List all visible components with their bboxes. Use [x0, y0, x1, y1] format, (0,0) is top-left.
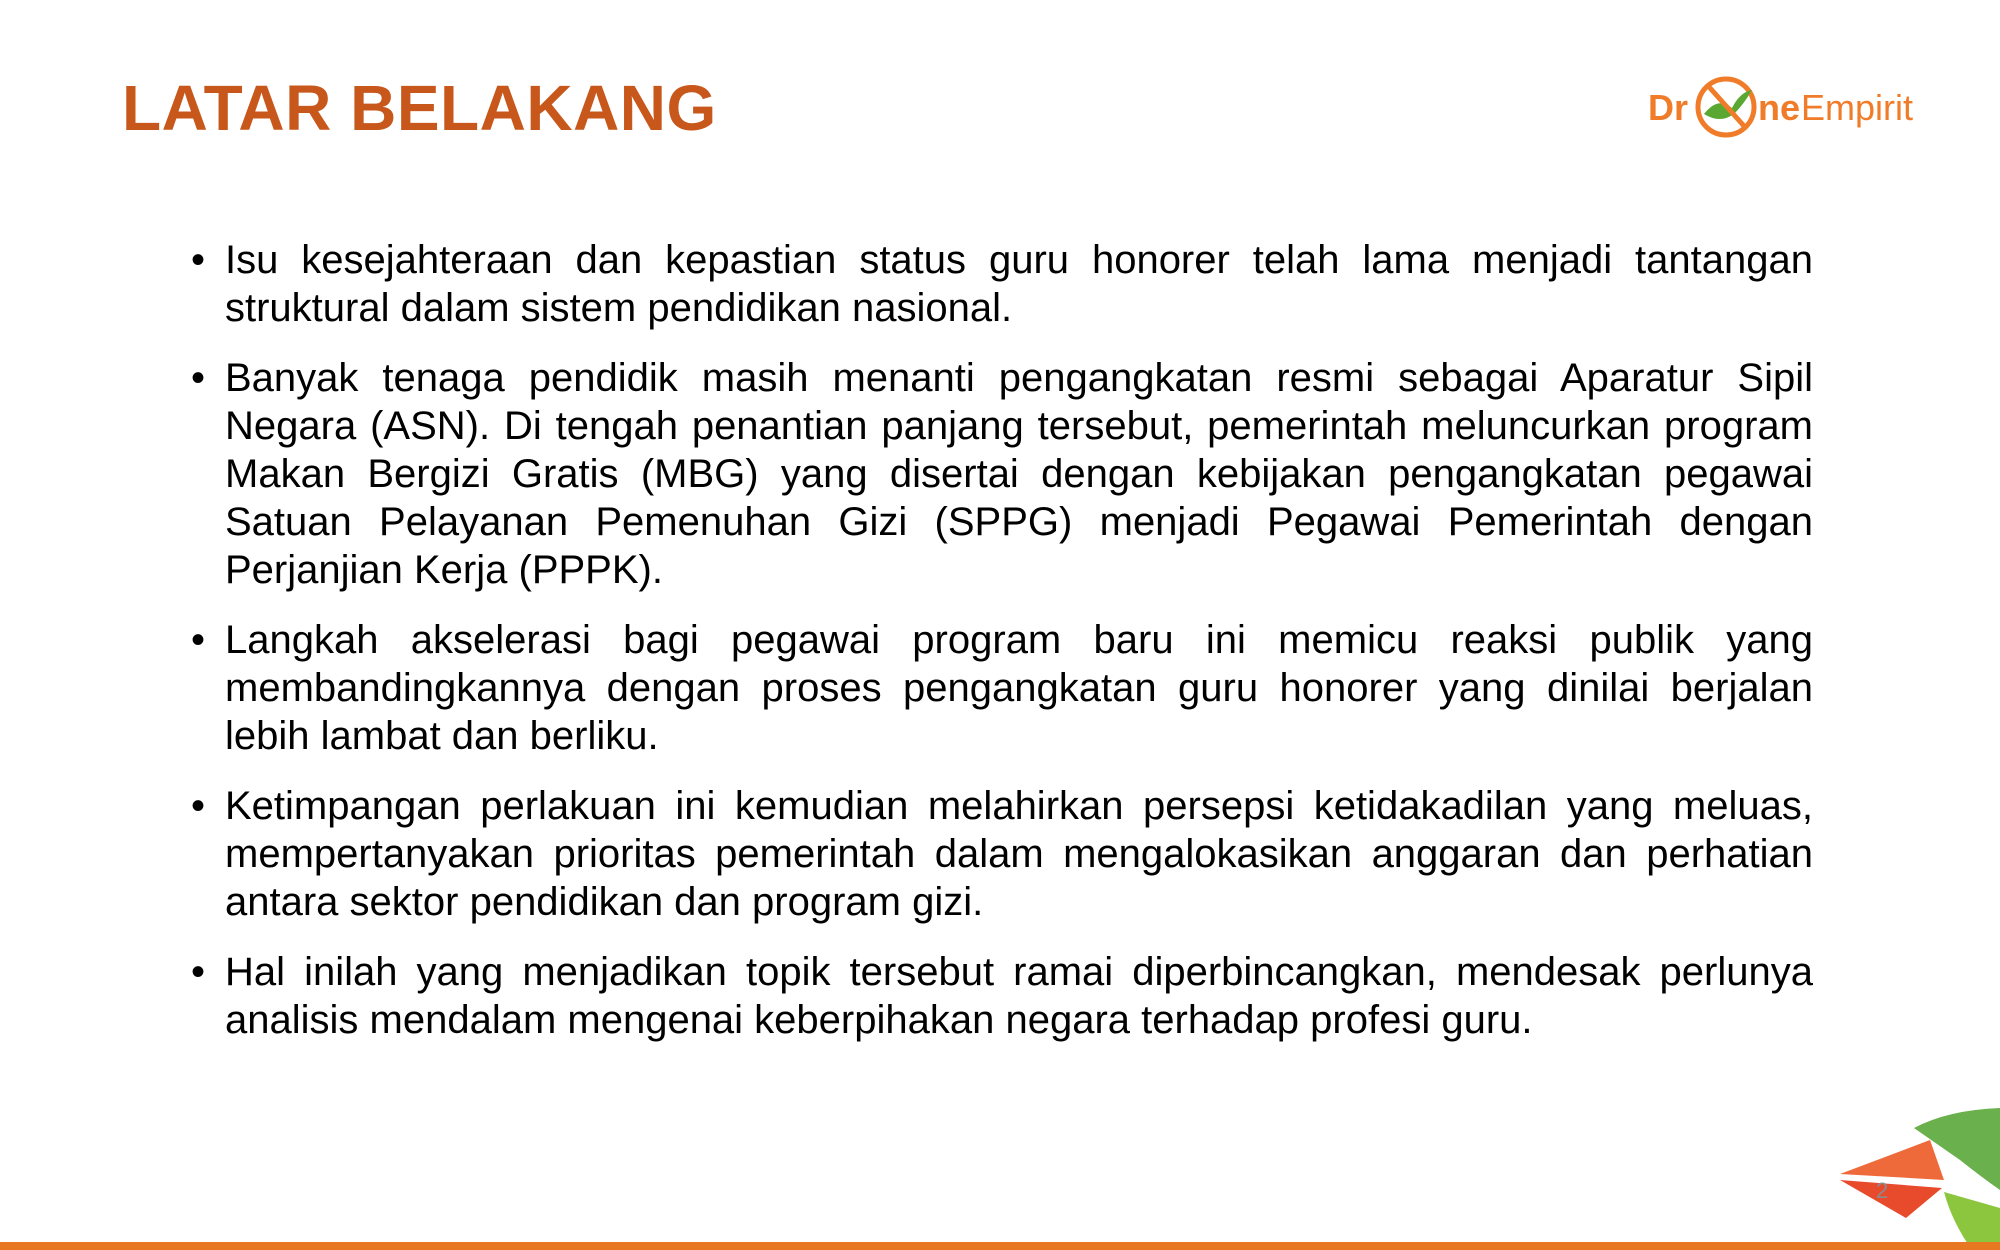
footer-bar: [0, 1242, 2000, 1250]
logo-text-dr: Dr: [1648, 87, 1689, 128]
corner-red-shape: [1840, 1180, 1942, 1218]
bullet-dot-icon: •: [190, 356, 205, 400]
bullet-text: Banyak tenaga pendidik masih menanti pengangkatan resmi sebagai Aparatur Sipil Negara (ASN). Di tengah penantian panjang tersebut, pemerintah meluncurkan program Makan Bergizi Gratis (MBG) yang disertai dengan kebijakan pengangkatan pegawai Satuan Pelayanan Pemenuhan Gizi (SPPG) menjadi Pegawai Pemerintah dengan Perjanjian Kerja (PPPK).: [225, 356, 1813, 592]
bullet-item: [180, 616, 1813, 760]
bullet-text: Ketimpangan perlakuan ini kemudian melahirkan persepsi ketidakadilan yang meluas, mempertanyakan prioritas pemerintah dalam mengalokasikan anggaran dan perhatian antara sektor pendidikan dan program gizi.: [225, 784, 1813, 924]
corner-decoration: [1840, 1050, 2000, 1250]
bullet-item: [180, 782, 1813, 926]
background-bullet-list: [180, 236, 1813, 1066]
drone-emprit-logo: [1648, 70, 1918, 144]
bullet-text: Hal inilah yang menjadikan topik tersebut ramai diperbincangkan, mendesak perlunya analisis mendalam mengenai keberpihakan negara terhadap profesi guru.: [225, 950, 1813, 1042]
slide-title: LATAR BELAKANG: [122, 72, 717, 144]
bullet-dot-icon: •: [190, 618, 205, 662]
bullet-item: [180, 948, 1813, 1044]
page-number: 2: [1876, 1178, 1889, 1203]
bullet-item: [180, 354, 1813, 594]
corner-orange-shape: [1840, 1140, 1944, 1180]
bullet-item: [180, 236, 1813, 332]
bullet-text: Isu kesejahteraan dan kepastian status guru honorer telah lama menjadi tantangan struktural dalam sistem pendidikan nasional.: [225, 238, 1813, 330]
drone-bird-icon: [1698, 79, 1754, 135]
logo-text-empirit: Empirit: [1801, 87, 1914, 128]
bullet-dot-icon: •: [190, 784, 205, 828]
bullet-text: Langkah akselerasi bagi pegawai program baru ini memicu reaksi publik yang membandingkannya dengan proses pengangkatan guru honorer yang dinilai berjalan lebih lambat dan berliku.: [225, 618, 1813, 758]
bullet-dot-icon: •: [190, 950, 205, 994]
logo-text-ne: ne: [1758, 87, 1801, 128]
bullet-dot-icon: •: [190, 238, 205, 282]
